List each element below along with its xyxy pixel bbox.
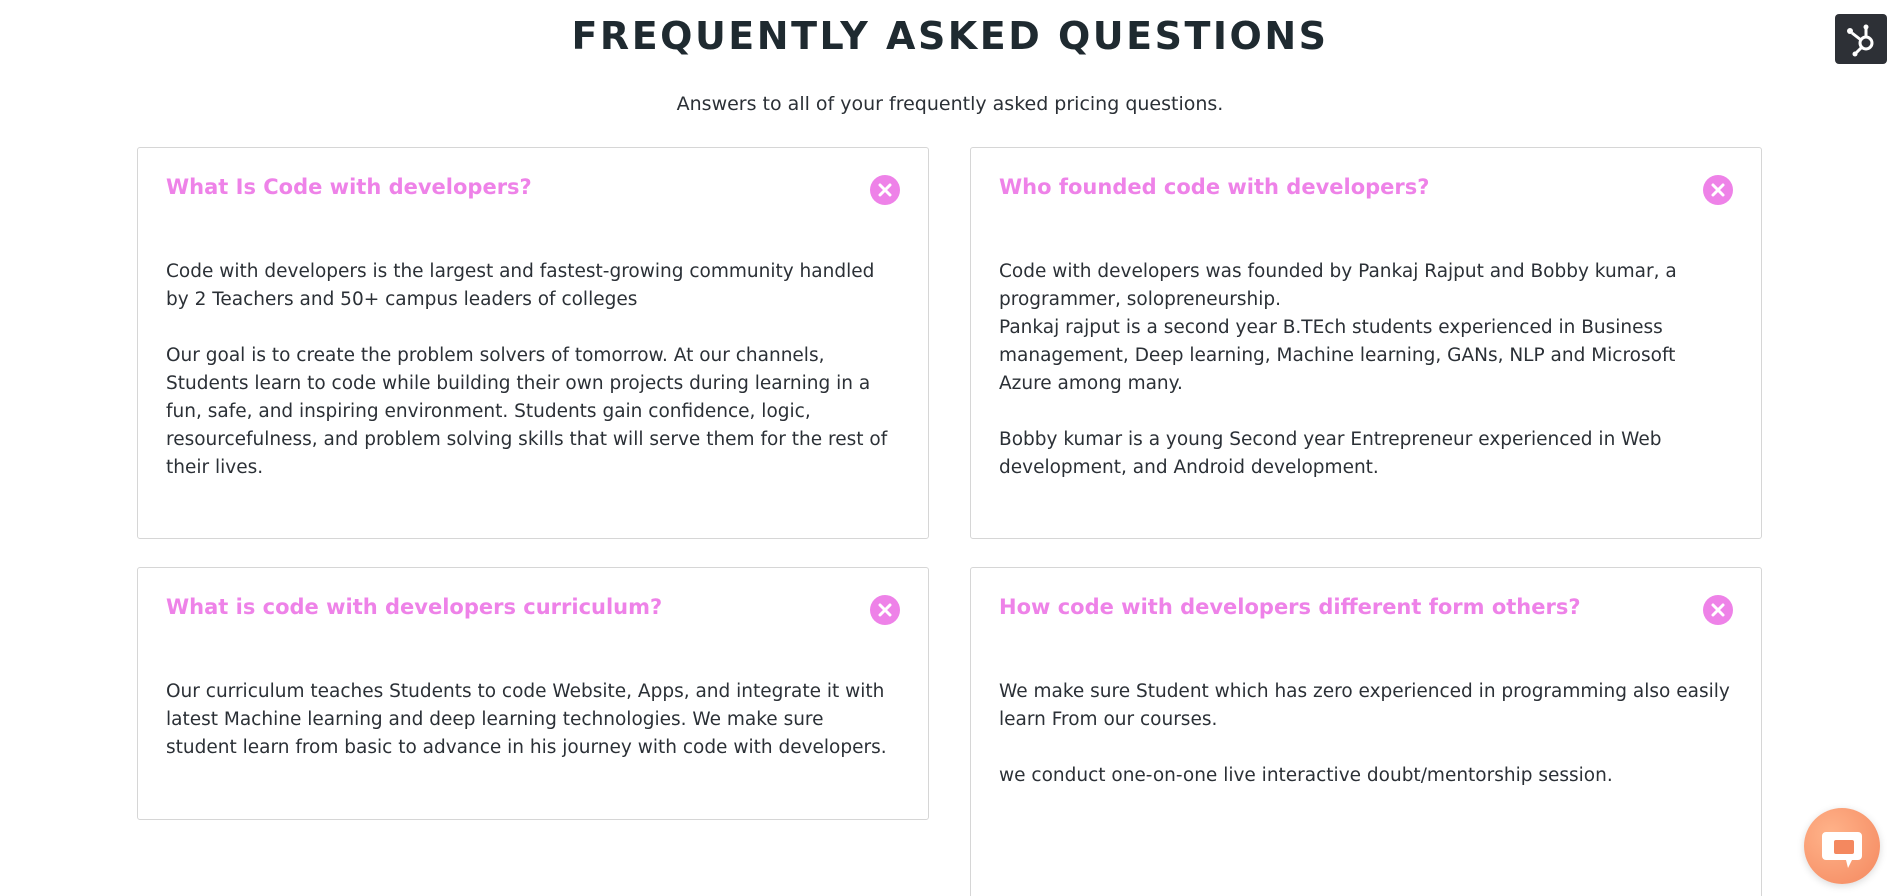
faq-card-different — [970, 567, 1762, 896]
close-icon — [870, 175, 900, 205]
faq-answer — [999, 678, 1733, 790]
close-icon — [1703, 595, 1733, 625]
faq-card-curriculum — [137, 567, 929, 820]
collapse-button[interactable] — [1703, 175, 1733, 205]
faq-question[interactable]: How code with developers different form others? — [999, 595, 1581, 619]
faq-card-what-is — [137, 147, 929, 539]
hubspot-widget-button[interactable] — [1835, 14, 1887, 64]
faq-question[interactable]: What is code with developers curriculum? — [166, 595, 663, 619]
faq-answer — [166, 678, 900, 762]
answer-paragraph: Code with developers is the largest and fastest-growing community handled by 2 Teachers and 50+ campus leaders of colleges — [166, 261, 875, 310]
answer-paragraph: Bobby kumar is a young Second year Entrepreneur experienced in Web development, and Android development. — [999, 429, 1662, 478]
chat-launcher-button[interactable] — [1804, 808, 1880, 884]
hubspot-sprocket-icon — [1835, 14, 1887, 64]
collapse-button[interactable] — [1703, 595, 1733, 625]
faq-card-founders — [970, 147, 1762, 539]
page-subtitle: Answers to all of your frequently asked pricing questions. — [676, 93, 1224, 115]
answer-paragraph: Our curriculum teaches Students to code Website, Apps, and integrate it with latest Machine learning and deep learning technologies. We make sure student learn from basic to advance in his journey with code with developers. — [166, 681, 887, 758]
page-title: FREQUENTLY ASKED QUESTIONS — [571, 14, 1329, 58]
faq-answer — [166, 258, 900, 482]
answer-paragraph: Code with developers was founded by Pankaj Rajput and Bobby kumar, a programmer, solopreneurship. Pankaj rajput is a second year B.TEch students experienced in Business management, Deep learning, Machine learning, GANs, NLP and Microsoft Azure among many. — [999, 261, 1677, 394]
chat-bubble-icon — [1804, 808, 1880, 884]
close-icon — [870, 595, 900, 625]
answer-paragraph: Our goal is to create the problem solvers of tomorrow. At our channels, Students learn to code while building their own projects during learning in a fun, safe, and inspiring environment. Students gain confidence, logic, resourcefulness, and problem solving skills that will serve them for the rest of their lives. — [166, 345, 888, 478]
collapse-button[interactable] — [870, 595, 900, 625]
answer-paragraph: We make sure Student which has zero experienced in programming also easily learn From our courses. — [999, 681, 1730, 730]
faq-question[interactable]: What Is Code with developers? — [166, 175, 532, 199]
answer-paragraph: we conduct one-on-one live interactive doubt/mentorship session. — [999, 765, 1613, 786]
close-icon — [1703, 175, 1733, 205]
collapse-button[interactable] — [870, 175, 900, 205]
faq-question[interactable]: Who founded code with developers? — [999, 175, 1430, 199]
faq-answer — [999, 258, 1733, 482]
